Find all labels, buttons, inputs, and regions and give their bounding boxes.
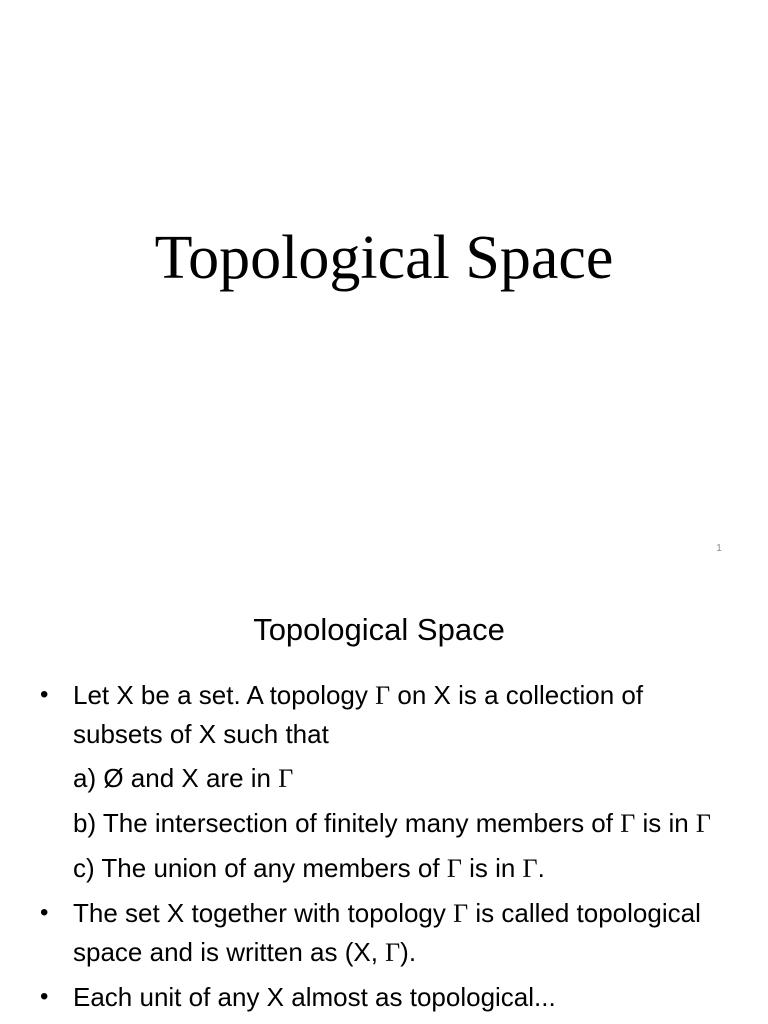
bullet-text: Let X be a set. A topology	[73, 680, 376, 710]
gamma-symbol: Γ	[385, 938, 401, 967]
condition-a	[40, 759, 720, 798]
bullet-marker: •	[40, 983, 49, 1010]
slide-2-body	[40, 676, 720, 1016]
bullet-text: is called topological space and is written as (X,	[73, 898, 701, 967]
condition-b	[40, 804, 720, 843]
condition-text: .	[537, 853, 545, 883]
bullet-marker: •	[40, 899, 49, 926]
condition-text: b) The intersection of finitely many members of	[73, 808, 621, 838]
bullet-marker: •	[40, 681, 49, 708]
bullet-text: Each unit of any X almost as topological...	[73, 982, 556, 1012]
bullet-text: on X is a collection of subsets of X such that	[73, 680, 644, 749]
bullet-text: ).	[400, 937, 417, 967]
condition-text: c) The union of any members of	[73, 853, 447, 883]
condition-c	[40, 849, 720, 888]
bullet-topology-definition	[40, 676, 720, 753]
slide-2-title: Topological Space	[253, 612, 505, 647]
gamma-symbol: Γ	[453, 899, 469, 928]
bullet-text: The set X together with topology	[73, 898, 454, 928]
gamma-symbol: Γ	[375, 681, 391, 710]
gamma-symbol: Γ	[522, 854, 538, 883]
condition-text: is in	[635, 808, 696, 838]
gamma-symbol: Γ	[278, 764, 294, 793]
slide-1-title: Topological Space	[154, 224, 614, 292]
gamma-symbol: Γ	[446, 854, 462, 883]
condition-text: is in	[461, 853, 523, 883]
slide-number: 1	[716, 543, 722, 554]
gamma-symbol: Γ	[620, 809, 636, 838]
bullet-topological-space	[40, 894, 720, 972]
bullet-cutoff	[40, 978, 720, 1016]
gamma-symbol: Γ	[695, 809, 711, 838]
slide-2	[0, 576, 768, 1024]
condition-text: a) Ø and X are in	[73, 763, 279, 793]
